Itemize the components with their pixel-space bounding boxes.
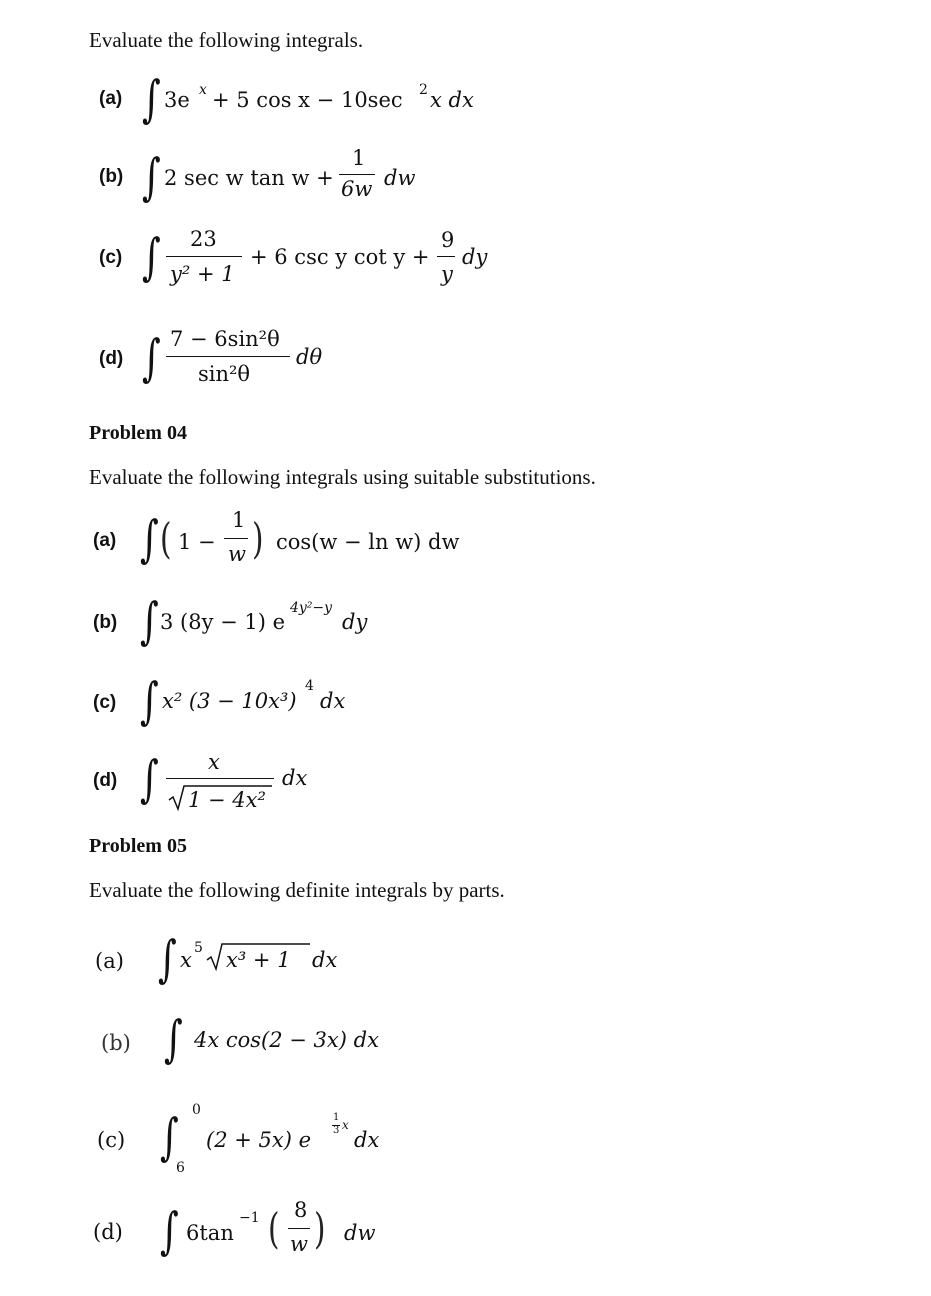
right-paren: ) [252,514,264,563]
set1-a-label: (a) [99,88,123,109]
p05-c-lower: 6 [176,1160,185,1176]
set1-c-tail: dy [462,245,488,269]
p05-c-label: (c) [97,1128,126,1152]
set1-d-label: (d) [99,348,124,369]
fraction-bar [339,174,375,175]
integral-sign: ∫ [158,930,177,988]
p05-a-rad: x³ + 1 [226,948,291,972]
p04-a-one: 1 − [178,530,216,554]
p05-d-tail: dw [344,1221,376,1245]
p05-c-tail: dx [354,1128,380,1152]
integral-sign: ∫ [160,1108,179,1166]
set1-a-expr: 3e [164,88,190,112]
fraction-bar [166,356,290,357]
p04-a-label: (a) [93,530,117,551]
fraction-bar [166,778,274,779]
p04-d-tail: dx [282,766,308,790]
set1-a-rest: + 5 cos x − 10sec [212,88,403,112]
p04-b-label: (b) [93,612,118,633]
integral-sign: ∫ [164,1010,183,1068]
intro-text: Evaluate the following integrals. [89,28,364,52]
integral-sign: ∫ [142,329,161,387]
p05-a-sup: 5 [194,940,203,956]
set1-c-mid: + 6 csc y cot y + [250,245,430,269]
integral-sign: ∫ [140,592,159,650]
p05-c-supnum: 1 [333,1112,340,1123]
p05-c-supden: 3 [333,1125,340,1136]
set1-c-num2: 9 [441,228,455,252]
set1-a-sup2: 2 [419,82,428,98]
set1-c-den1: y² + 1 [170,262,235,286]
p04-d-num: x [208,750,220,774]
set1-c-label: (c) [99,247,123,268]
p04-c-tail: dx [320,689,346,713]
p04-b-tail: dy [342,610,368,634]
set1-c-den2: y [441,262,453,286]
set1-d-den: sin²θ [198,362,251,386]
p05-b-expr: 4x cos(2 − 3x) dx [194,1028,379,1052]
integral-sign: ∫ [140,750,159,808]
fraction-bar [288,1228,310,1229]
integral-sign: ∫ [140,510,159,568]
p04-c-sup: 4 [305,678,314,694]
p04-b-sup: 4y²−y [290,600,333,616]
integral-sign: ∫ [160,1202,179,1260]
set1-b-den: 6w [341,177,373,201]
set1-d-tail: dθ [296,345,323,369]
integral-sign: ∫ [142,70,161,128]
set1-a-sup: x [199,82,207,98]
left-paren: ( [268,1204,280,1253]
fraction-bar [437,256,455,257]
p04-a-tail: cos(w − ln w) dw [276,530,460,554]
p05-d-sup: −1 [239,1210,260,1226]
p04-d-den: 1 − 4x² [188,788,266,812]
fraction-bar [224,538,248,539]
set1-b-tail: dw [384,166,416,190]
problem-05-instruction: Evaluate the following definite integrals by parts. [89,878,505,902]
set1-b-label: (b) [99,166,124,187]
right-paren: ) [314,1204,326,1253]
problem-05-title: Problem 05 [89,835,187,857]
p05-a-expr: x [180,948,192,972]
problem-04-title: Problem 04 [89,422,187,444]
set1-a-tail: x dx [430,88,474,112]
problem-04-instruction: Evaluate the following integrals using suitable substitutions. [89,465,596,489]
p04-b-expr: 3 (8y − 1) e [160,610,286,634]
p04-a-den: w [228,542,246,566]
p05-a-label: (a) [95,949,124,973]
set1-d-num: 7 − 6sin²θ [170,327,280,351]
fraction-bar [166,256,242,257]
p05-c-supvar: x [342,1118,349,1132]
p04-c-expr: x² (3 − 10x³) [162,689,297,713]
set1-b-num: 1 [352,146,366,170]
p05-d-num: 8 [294,1198,308,1222]
p05-d-expr: 6tan [186,1221,234,1245]
set1-b-expr: 2 sec w tan w + [164,166,334,190]
p05-b-label: (b) [101,1031,131,1055]
p04-a-num: 1 [232,508,246,532]
p05-d-label: (d) [93,1220,123,1244]
p05-c-expr: (2 + 5x) e [206,1128,311,1152]
p05-a-tail: dx [312,948,338,972]
p05-c-upper: 0 [192,1102,201,1118]
p04-d-label: (d) [93,770,118,791]
integral-sign: ∫ [142,148,161,206]
left-paren: ( [160,514,172,563]
p04-c-label: (c) [93,692,117,713]
set1-c-num1: 23 [190,227,217,251]
integral-sign: ∫ [142,228,161,286]
integral-sign: ∫ [140,672,159,730]
p05-d-den: w [290,1232,308,1256]
